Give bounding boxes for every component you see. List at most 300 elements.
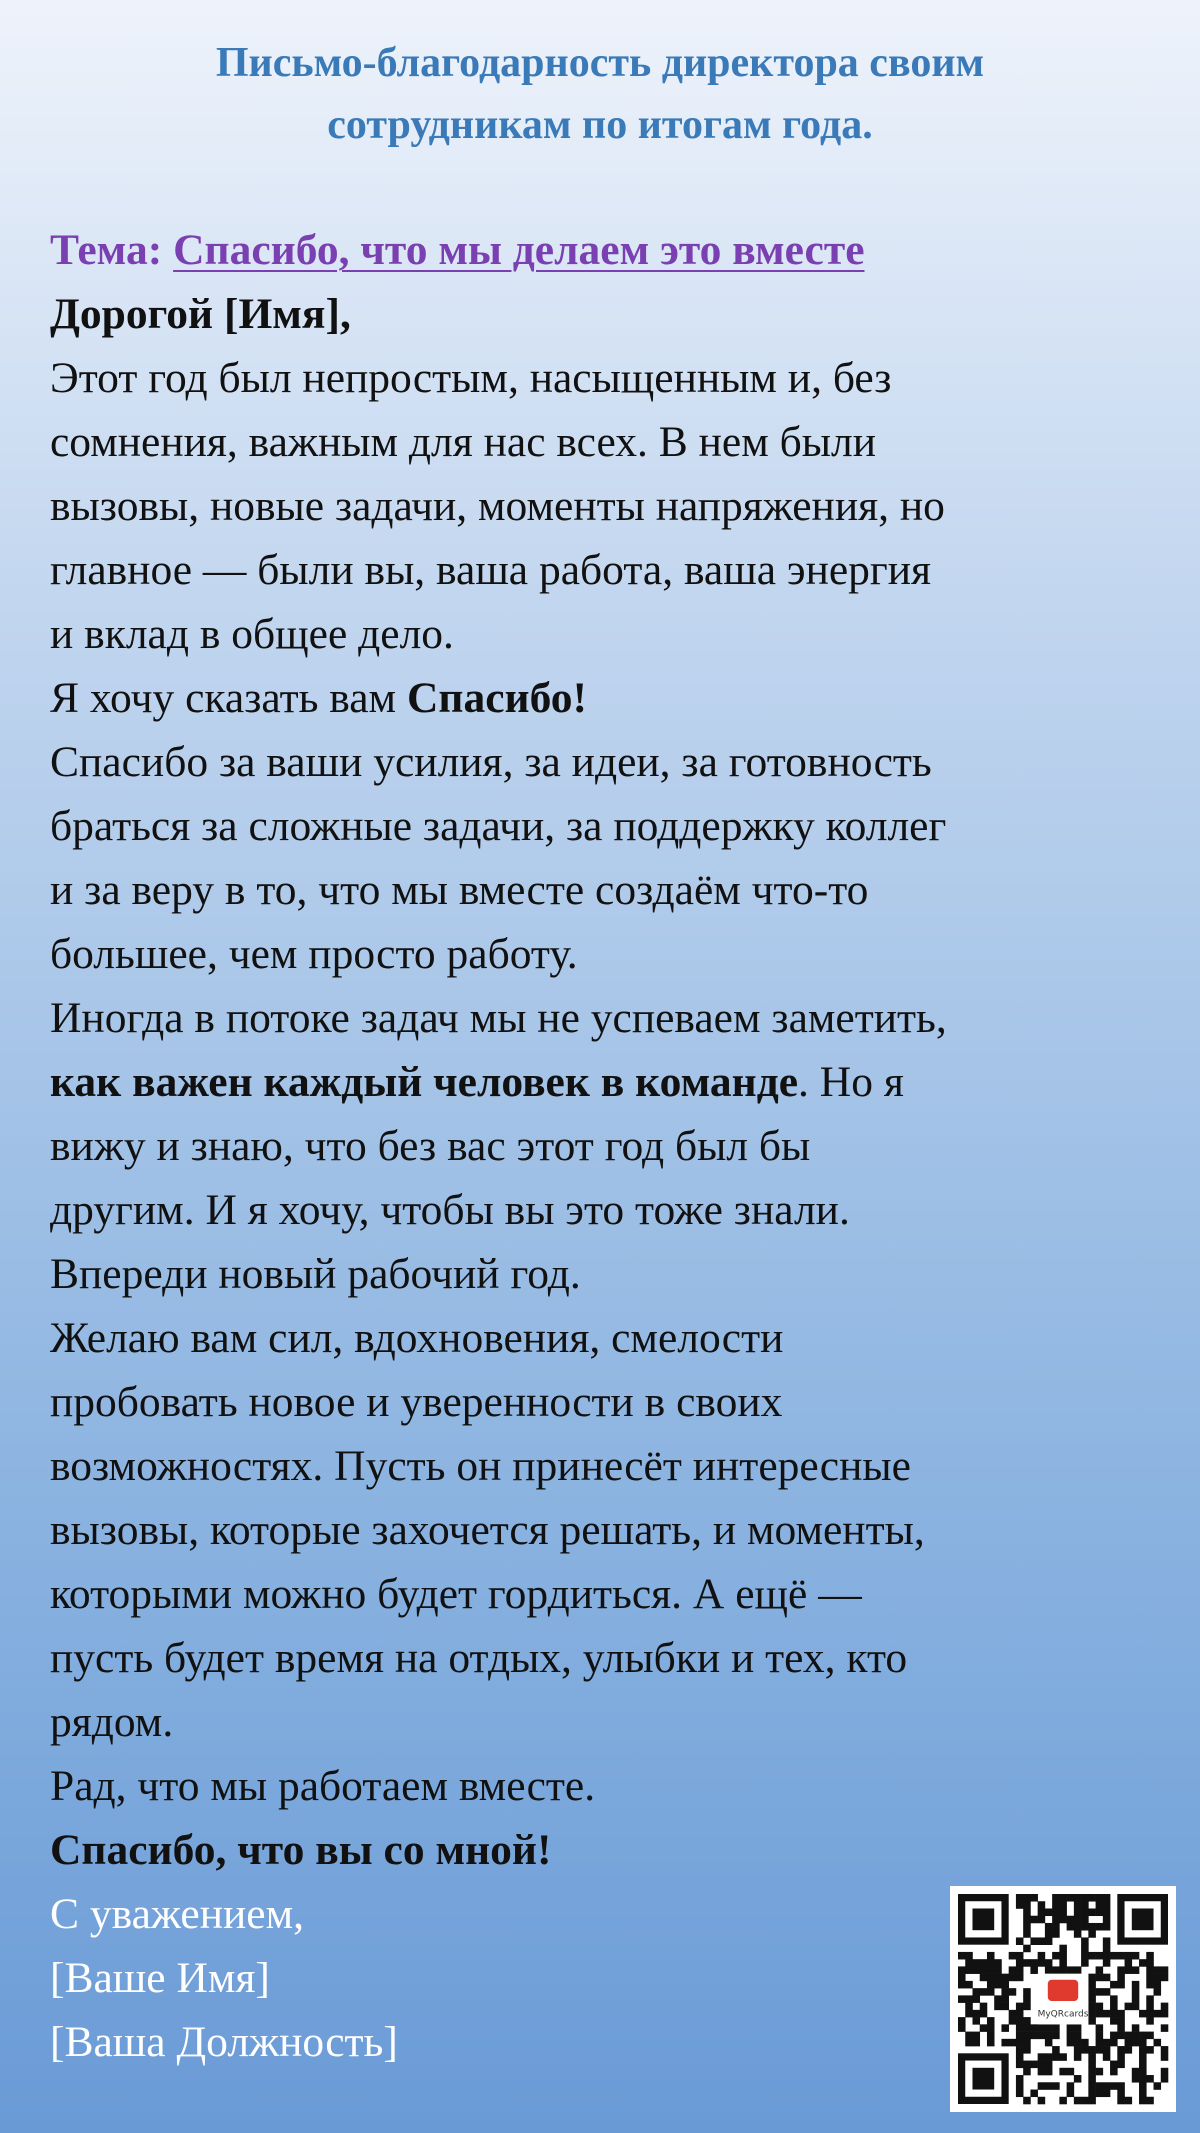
qr-module bbox=[1074, 2024, 1082, 2032]
qr-module bbox=[1096, 1988, 1104, 1996]
qr-module bbox=[1038, 1901, 1046, 1909]
paragraph-line: вызовы, которые захочется решать, и моменты, bbox=[50, 1506, 925, 1554]
letter-body bbox=[50, 218, 1160, 2074]
qr-module bbox=[1117, 2053, 1125, 2061]
qr-module bbox=[965, 2003, 973, 2011]
qr-module bbox=[1030, 2061, 1038, 2069]
qr-module bbox=[987, 1966, 995, 1974]
qr-module bbox=[958, 2024, 966, 2032]
qr-module bbox=[1001, 1981, 1009, 1989]
qr-module bbox=[1045, 1959, 1053, 1967]
signature-position: [Ваша Должность] bbox=[50, 2018, 398, 2066]
qr-finder-inner bbox=[972, 1908, 994, 1930]
qr-module bbox=[1088, 2097, 1096, 2105]
qr-module bbox=[1081, 2046, 1089, 2054]
qr-module bbox=[1110, 2032, 1118, 2040]
qr-module bbox=[1161, 2053, 1169, 2061]
qr-module bbox=[1009, 1988, 1017, 1996]
qr-module bbox=[958, 1966, 966, 1974]
qr-module bbox=[1016, 2003, 1024, 2011]
qr-module bbox=[1103, 1901, 1111, 1909]
qr-module bbox=[980, 1974, 988, 1982]
qr-module bbox=[1081, 1937, 1089, 1945]
qr-module bbox=[1161, 2075, 1169, 2083]
qr-module bbox=[1096, 2090, 1104, 2098]
qr-module bbox=[965, 2032, 973, 2040]
paragraph-line: рядом. bbox=[50, 1698, 174, 1746]
qr-module bbox=[965, 1952, 973, 1960]
qr-module bbox=[1009, 1966, 1017, 1974]
qr-module bbox=[1125, 1959, 1133, 1967]
qr-module bbox=[1023, 2032, 1031, 2040]
qr-module bbox=[958, 1981, 966, 1989]
qr-module bbox=[994, 1959, 1002, 1967]
qr-module bbox=[1023, 1945, 1031, 1953]
emphasis-text: как важен каждый человек в команде bbox=[50, 1058, 799, 1106]
qr-module bbox=[1139, 2090, 1147, 2098]
qr-module bbox=[1146, 1981, 1154, 1989]
qr-module bbox=[1067, 2032, 1075, 2040]
qr-module bbox=[1139, 2068, 1147, 2076]
qr-module bbox=[980, 2024, 988, 2032]
page-title-line-2: сотрудникам по итогам года. bbox=[327, 102, 873, 148]
qr-module bbox=[1045, 2053, 1053, 2061]
qr-module bbox=[1110, 1952, 1118, 1960]
qr-module bbox=[1016, 2039, 1024, 2047]
qr-module bbox=[1139, 2032, 1147, 2040]
page-title-line-1: Письмо-благодарность директора своим bbox=[215, 40, 985, 86]
paragraph-line: Рад, что мы работаем вместе. bbox=[50, 1762, 596, 1810]
qr-module bbox=[1052, 1916, 1060, 1924]
qr-module bbox=[1016, 2053, 1024, 2061]
qr-module bbox=[1154, 1974, 1162, 1982]
qr-module bbox=[1088, 1981, 1096, 1989]
qr-module bbox=[1096, 1923, 1104, 1931]
qr-module bbox=[1059, 1966, 1067, 1974]
qr-module bbox=[1110, 2039, 1118, 2047]
qr-module bbox=[1088, 2061, 1096, 2069]
qr-module bbox=[1052, 2053, 1060, 2061]
qr-module bbox=[1016, 1937, 1024, 1945]
qr-module bbox=[1096, 2024, 1104, 2032]
qr-module bbox=[1052, 2024, 1060, 2032]
qr-module bbox=[1110, 2082, 1118, 2090]
qr-module bbox=[1103, 1952, 1111, 1960]
qr-module bbox=[994, 1966, 1002, 1974]
qr-module bbox=[1146, 1974, 1154, 1982]
qr-module bbox=[965, 2039, 973, 2047]
qr-module bbox=[1096, 1908, 1104, 1916]
qr-module bbox=[1132, 1981, 1140, 1989]
qr-module bbox=[1139, 2097, 1147, 2105]
qr-module bbox=[1088, 1894, 1096, 1902]
qr-logo-text: MyQRcards bbox=[1037, 2009, 1089, 2020]
qr-module bbox=[1081, 1901, 1089, 1909]
qr-module bbox=[1117, 2097, 1125, 2105]
qr-module bbox=[1139, 2082, 1147, 2090]
qr-module bbox=[972, 2039, 980, 2047]
qr-module bbox=[1023, 2024, 1031, 2032]
qr-module bbox=[1074, 2097, 1082, 2105]
qr-module bbox=[1030, 1916, 1038, 1924]
qr-module bbox=[1096, 1952, 1104, 1960]
paragraph-line: Этот год был непростым, насыщенным и, без bbox=[50, 354, 892, 402]
qr-module bbox=[1146, 1959, 1154, 1967]
qr-module bbox=[1088, 2017, 1096, 2025]
qr-module bbox=[1088, 1952, 1096, 1960]
qr-module bbox=[1001, 2024, 1009, 2032]
qr-module bbox=[1132, 1988, 1140, 1996]
qr-module bbox=[1117, 2017, 1125, 2025]
qr-module bbox=[1016, 2075, 1024, 2083]
paragraph-line: большее, чем просто работу. bbox=[50, 930, 578, 978]
qr-module bbox=[1117, 1952, 1125, 1960]
qr-module bbox=[987, 1952, 995, 1960]
qr-module bbox=[1016, 2046, 1024, 2054]
qr-module bbox=[1132, 2003, 1140, 2011]
qr-module bbox=[1161, 2010, 1169, 2018]
qr-module bbox=[1038, 1959, 1046, 1967]
qr-module bbox=[1045, 1966, 1053, 1974]
qr-module bbox=[1009, 1974, 1017, 1982]
qr-module bbox=[1088, 1995, 1096, 2003]
paragraph-line: Впереди новый рабочий год. bbox=[50, 1250, 581, 1298]
qr-module bbox=[1045, 2068, 1053, 2076]
qr-module bbox=[1030, 2032, 1038, 2040]
qr-module bbox=[1125, 1966, 1133, 1974]
qr-module bbox=[1052, 1930, 1060, 1938]
qr-module bbox=[1088, 2082, 1096, 2090]
qr-module bbox=[1110, 2003, 1118, 2011]
qr-module bbox=[1023, 1995, 1031, 2003]
paragraph-line: главное — были вы, ваша работа, ваша энергия bbox=[50, 546, 932, 594]
qr-module bbox=[1088, 1923, 1096, 1931]
qr-module bbox=[1016, 2010, 1024, 2018]
qr-module bbox=[1146, 1966, 1154, 1974]
qr-module bbox=[1088, 2090, 1096, 2098]
qr-module bbox=[1023, 2061, 1031, 2069]
qr-module bbox=[1096, 2010, 1104, 2018]
qr-module bbox=[1016, 2024, 1024, 2032]
qr-module bbox=[1139, 2039, 1147, 2047]
qr-module bbox=[987, 1974, 995, 1982]
qr-module bbox=[1161, 2046, 1169, 2054]
thanks-bold: Спасибо! bbox=[406, 674, 587, 722]
qr-module bbox=[1132, 2068, 1140, 2076]
qr-module bbox=[1059, 1908, 1067, 1916]
qr-module bbox=[1110, 2017, 1118, 2025]
qr-module bbox=[1009, 2017, 1017, 2025]
qr-module bbox=[1059, 2053, 1067, 2061]
qr-module bbox=[1110, 2010, 1118, 2018]
qr-module bbox=[1023, 2017, 1031, 2025]
qr-module bbox=[1096, 2032, 1104, 2040]
qr-module bbox=[965, 1995, 973, 2003]
qr-module bbox=[980, 1959, 988, 1967]
qr-module bbox=[1016, 1966, 1024, 1974]
paragraph-line: другим. И я хочу, чтобы вы это тоже знали. bbox=[50, 1186, 850, 1234]
qr-module bbox=[1074, 2053, 1082, 2061]
qr-module bbox=[1038, 1937, 1046, 1945]
page-title bbox=[0, 32, 1200, 156]
qr-module bbox=[1038, 1908, 1046, 1916]
qr-module bbox=[958, 1952, 966, 1960]
qr-module bbox=[1081, 1908, 1089, 1916]
qr-module bbox=[1139, 2053, 1147, 2061]
qr-module bbox=[1132, 2032, 1140, 2040]
paragraph-line: Желаю вам сил, вдохновения, смелости bbox=[50, 1314, 784, 1362]
qr-module bbox=[1023, 2068, 1031, 2076]
qr-module bbox=[1117, 2024, 1125, 2032]
qr-module bbox=[1103, 1937, 1111, 1945]
qr-module bbox=[1110, 1995, 1118, 2003]
qr-module bbox=[1161, 2003, 1169, 2011]
qr-module bbox=[1103, 1908, 1111, 1916]
qr-module bbox=[1023, 1908, 1031, 1916]
qr-module bbox=[980, 2003, 988, 2011]
qr-module bbox=[1045, 1930, 1053, 1938]
qr-module bbox=[1052, 2032, 1060, 2040]
qr-module bbox=[1096, 1894, 1104, 1902]
qr-module bbox=[1038, 2097, 1046, 2105]
qr-module bbox=[980, 2010, 988, 2018]
qr-module bbox=[987, 1959, 995, 1967]
qr-module bbox=[958, 2017, 966, 2025]
qr-module bbox=[1030, 1937, 1038, 1945]
qr-module bbox=[1146, 2032, 1154, 2040]
qr-module bbox=[1103, 2046, 1111, 2054]
qr-module bbox=[1038, 2068, 1046, 2076]
qr-finder-inner bbox=[1132, 1908, 1154, 1930]
qr-module bbox=[1038, 2082, 1046, 2090]
qr-module bbox=[1088, 1974, 1096, 1982]
qr-module bbox=[1001, 1974, 1009, 1982]
qr-module bbox=[1023, 1959, 1031, 1967]
qr-module bbox=[1074, 1966, 1082, 1974]
qr-module bbox=[1146, 2017, 1154, 2025]
qr-module bbox=[1125, 2046, 1133, 2054]
qr-module bbox=[1074, 1901, 1082, 1909]
qr-module bbox=[987, 2039, 995, 2047]
qr-module bbox=[1023, 1901, 1031, 1909]
closing-regards: С уважением, bbox=[50, 1890, 304, 1938]
qr-module bbox=[1023, 2039, 1031, 2047]
qr-module bbox=[1103, 1923, 1111, 1931]
qr-module bbox=[1103, 1916, 1111, 1924]
qr-module bbox=[1023, 1916, 1031, 1924]
paragraph-line: браться за сложные задачи, за поддержку коллег bbox=[50, 802, 947, 850]
qr-module bbox=[1110, 1981, 1118, 1989]
qr-module bbox=[1074, 1908, 1082, 1916]
qr-module bbox=[1088, 2046, 1096, 2054]
qr-module bbox=[972, 1966, 980, 1974]
qr-module bbox=[1016, 1974, 1024, 1982]
qr-module bbox=[1088, 2053, 1096, 2061]
qr-module bbox=[1052, 2046, 1060, 2054]
qr-module bbox=[1146, 1952, 1154, 1960]
qr-module bbox=[1030, 1894, 1038, 1902]
letter-subject bbox=[50, 218, 1160, 282]
qr-module bbox=[1081, 2097, 1089, 2105]
qr-module bbox=[1030, 1959, 1038, 1967]
qr-module bbox=[1125, 2039, 1133, 2047]
qr-module bbox=[1038, 2061, 1046, 2069]
qr-module bbox=[1023, 1923, 1031, 1931]
qr-module bbox=[1103, 2053, 1111, 2061]
qr-module bbox=[1154, 1966, 1162, 1974]
qr-module bbox=[1110, 2068, 1118, 2076]
qr-module bbox=[1045, 1923, 1053, 1931]
qr-module bbox=[1081, 1894, 1089, 1902]
qr-module bbox=[1038, 1952, 1046, 1960]
qr-module bbox=[1016, 1959, 1024, 1967]
qr-module bbox=[1154, 1988, 1162, 1996]
qr-module bbox=[1016, 1901, 1024, 1909]
qr-module bbox=[1117, 2090, 1125, 2098]
qr-module bbox=[1052, 1908, 1060, 1916]
subject-text: Спасибо, что мы делаем это вместе bbox=[173, 226, 865, 274]
qr-module bbox=[1001, 1988, 1009, 1996]
qr-module bbox=[1023, 2046, 1031, 2054]
qr-module bbox=[1023, 1894, 1031, 1902]
qr-code-graphic bbox=[950, 1886, 1176, 2112]
qr-module bbox=[1059, 1894, 1067, 1902]
paragraph-line: вызовы, новые задачи, моменты напряжения, но bbox=[50, 482, 945, 530]
qr-module bbox=[1074, 2046, 1082, 2054]
signature-name: [Ваше Имя] bbox=[50, 1954, 270, 2002]
qr-module bbox=[1067, 2090, 1075, 2098]
qr-module bbox=[987, 2024, 995, 2032]
qr-module bbox=[1154, 2082, 1162, 2090]
qr-module bbox=[1067, 1966, 1075, 1974]
qr-module bbox=[965, 1966, 973, 1974]
qr-module bbox=[1081, 1923, 1089, 1931]
qr-module bbox=[1038, 2024, 1046, 2032]
qr-module bbox=[1125, 2003, 1133, 2011]
qr-module bbox=[1103, 2010, 1111, 2018]
qr-code[interactable] bbox=[950, 1886, 1176, 2112]
qr-module bbox=[972, 2017, 980, 2025]
qr-module bbox=[1088, 2068, 1096, 2076]
qr-module bbox=[1001, 2003, 1009, 2011]
qr-module bbox=[1067, 1894, 1075, 1902]
qr-module bbox=[1074, 2039, 1082, 2047]
qr-module bbox=[1081, 1945, 1089, 1953]
qr-logo-icon bbox=[1048, 1980, 1078, 2001]
thanks-line bbox=[50, 666, 1160, 730]
paragraph-line: и вклад в общее дело. bbox=[50, 610, 454, 658]
qr-module bbox=[1081, 1959, 1089, 1967]
paragraph-line: сомнения, важным для нас всех. В нем были bbox=[50, 418, 876, 466]
qr-module bbox=[1038, 2053, 1046, 2061]
qr-module bbox=[1103, 2090, 1111, 2098]
qr-module bbox=[1052, 1952, 1060, 1960]
qr-module bbox=[1139, 2075, 1147, 2083]
qr-module bbox=[972, 1988, 980, 1996]
qr-module bbox=[1117, 1974, 1125, 1982]
qr-module bbox=[1161, 2068, 1169, 2076]
qr-module bbox=[1088, 1930, 1096, 1938]
closing-thanks: Спасибо, что вы со мной! bbox=[50, 1826, 552, 1874]
qr-module bbox=[1052, 1894, 1060, 1902]
qr-module bbox=[1146, 2075, 1154, 2083]
qr-module bbox=[1117, 2046, 1125, 2054]
qr-module bbox=[1038, 2032, 1046, 2040]
qr-module bbox=[1030, 1966, 1038, 1974]
qr-module bbox=[1154, 1981, 1162, 1989]
paragraph-line: Иногда в потоке задач мы не успеваем заметить, bbox=[50, 994, 947, 1042]
qr-module bbox=[1074, 1894, 1082, 1902]
qr-module bbox=[1088, 2003, 1096, 2011]
qr-module bbox=[1023, 1930, 1031, 1938]
qr-module bbox=[1016, 2032, 1024, 2040]
qr-module bbox=[994, 1974, 1002, 1982]
qr-module bbox=[1052, 1923, 1060, 1931]
qr-module bbox=[1125, 1952, 1133, 1960]
qr-module bbox=[1045, 2082, 1053, 2090]
qr-module bbox=[1146, 2003, 1154, 2011]
qr-module bbox=[1096, 2003, 1104, 2011]
qr-module bbox=[1154, 2010, 1162, 2018]
qr-module bbox=[1045, 1908, 1053, 1916]
qr-module bbox=[1067, 2039, 1075, 2047]
qr-module bbox=[1016, 2090, 1024, 2098]
qr-module bbox=[1103, 2039, 1111, 2047]
qr-module bbox=[1074, 2075, 1082, 2083]
qr-module bbox=[1117, 1981, 1125, 1989]
qr-module bbox=[1110, 2061, 1118, 2069]
qr-module bbox=[1067, 2024, 1075, 2032]
qr-module bbox=[965, 2010, 973, 2018]
qr-module bbox=[1016, 1894, 1024, 1902]
qr-module bbox=[972, 1959, 980, 1967]
qr-module bbox=[1045, 2024, 1053, 2032]
qr-module bbox=[1096, 1974, 1104, 1982]
qr-module bbox=[1096, 1901, 1104, 1909]
qr-module bbox=[1081, 1916, 1089, 1924]
qr-module bbox=[1096, 2039, 1104, 2047]
qr-module bbox=[1001, 1995, 1009, 2003]
paragraph-line: пробовать новое и уверенности в своих bbox=[50, 1378, 783, 1426]
qr-module bbox=[1052, 2082, 1060, 2090]
qr-module bbox=[1067, 1916, 1075, 1924]
qr-module bbox=[1161, 1974, 1169, 1982]
qr-module bbox=[1023, 2003, 1031, 2011]
qr-module bbox=[1096, 1966, 1104, 1974]
qr-module bbox=[1081, 2039, 1089, 2047]
qr-module bbox=[1146, 2097, 1154, 2105]
qr-module bbox=[1117, 1966, 1125, 1974]
qr-module bbox=[1067, 2082, 1075, 2090]
qr-module bbox=[1016, 1952, 1024, 1960]
qr-module bbox=[1067, 1923, 1075, 1931]
qr-module bbox=[1154, 2039, 1162, 2047]
qr-module bbox=[1059, 1952, 1067, 1960]
qr-module bbox=[1139, 1959, 1147, 1967]
qr-module bbox=[1009, 2039, 1017, 2047]
qr-module bbox=[994, 1981, 1002, 1989]
paragraph-line: вижу и знаю, что без вас этот год был бы bbox=[50, 1122, 811, 1170]
qr-module bbox=[1096, 2046, 1104, 2054]
qr-module bbox=[1161, 2024, 1169, 2032]
qr-module bbox=[1067, 2068, 1075, 2076]
qr-module bbox=[1103, 1894, 1111, 1902]
qr-module bbox=[1023, 1988, 1031, 1996]
qr-module bbox=[958, 1995, 966, 2003]
qr-module bbox=[1030, 2024, 1038, 2032]
qr-module bbox=[1045, 1937, 1053, 1945]
qr-module bbox=[1045, 2061, 1053, 2069]
